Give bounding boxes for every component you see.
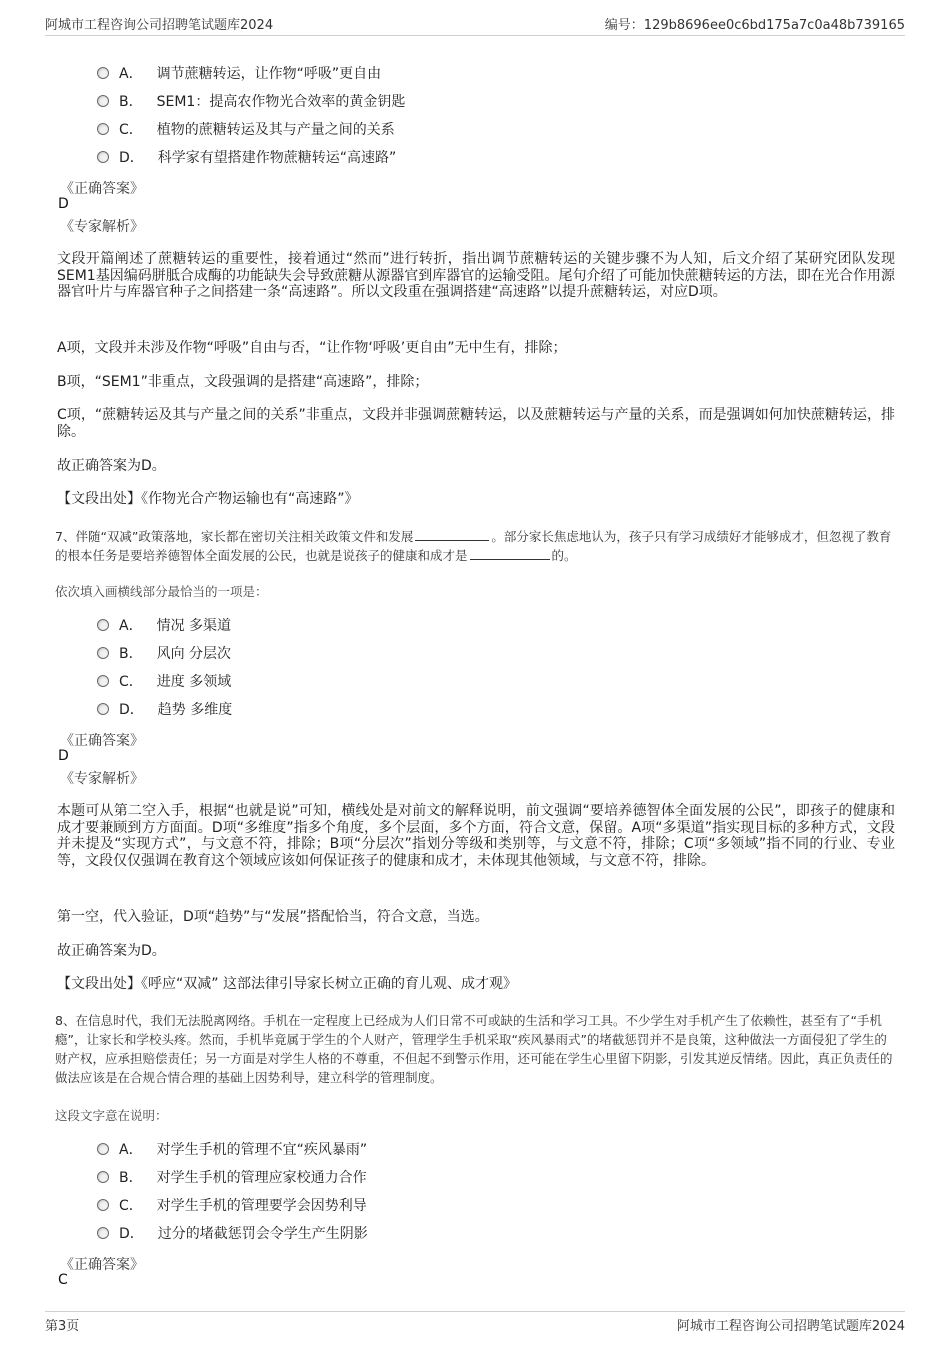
q7-prompt: 依次填入画横线部分最恰当的一项是： (55, 584, 268, 599)
radio-icon[interactable] (97, 123, 109, 135)
radio-icon[interactable] (97, 1171, 109, 1183)
q6-answer-value: D (58, 196, 69, 212)
q7-analysis-p1: 本题可从第二空入手，根据“也就是说”可知，横线处是对前文的解释说明，前文强调“要培养德智体全面发展的公民”，即孩子的健康和成才要兼顾到方方面面。D项“多维度”指多个角度，多个层面，多个方面，符合文意，保留。A项“多渠道”指实现目标的多种方式，文段并未提及“实现方式”，与文意不符，排除；B项“分层次”指划分等级和类别等，与文意不符，排除；C项“多领域”指不同的行业、专业等，文段仅仅强调在教育这个领域应该如何保证孩子的健康和成才，未体现其他领域，与文意不符，排除。 (57, 803, 895, 869)
answer-blank (415, 529, 489, 541)
q8-prompt: 这段文字意在说明： (55, 1108, 168, 1123)
header-code: 编号：129b8696ee0c6bd175a7c0a48b739165 (604, 18, 905, 33)
q8-answer-label: 《正确答案》 (60, 1257, 144, 1273)
q7-options (97, 611, 877, 723)
radio-icon[interactable] (97, 151, 109, 163)
q6-analysis-p5: 故正确答案为D。 (57, 458, 166, 474)
q7-option-c[interactable]: C． 进度 多领域 (97, 667, 877, 695)
q7-analysis-p2: 第一空，代入验证，D项“趋势”与“发展”搭配恰当，符合文意，当选。 (57, 909, 489, 925)
q6-analysis-p1: 文段开篇阐述了蔗糖转运的重要性，接着通过“然而”进行转折，指出调节蔗糖转运的关键步骤不为人知，后文介绍了某研究团队发现SEM1基因编码胼胝合成酶的功能缺失会导致蔗糖从源器官到库器官的运输受阻。尾句介绍了可能加快蔗糖转运的方法，即在光合作用源器官叶片与库器官种子之间搭建一条“高速路”。所以文段重在强调搭建“高速路”以提升蔗糖转运，对应D项。 (57, 251, 895, 300)
radio-icon[interactable] (97, 67, 109, 79)
radio-icon[interactable] (97, 1199, 109, 1211)
source-title: 《呼应“双减” 这部法律引导家长树立正确的育儿观、成才观》 (141, 976, 517, 992)
q6-option-d[interactable]: D． 科学家有望搭建作物蔗糖转运“高速路” (97, 143, 877, 171)
footer-page-number: 第3页 (45, 1319, 80, 1334)
q6-option-c[interactable]: C． 植物的蔗糖转运及其与产量之间的关系 (97, 115, 877, 143)
q8-option-b[interactable]: B． 对学生手机的管理应家校通力合作 (97, 1163, 877, 1191)
q6-answer-label: 《正确答案》 (60, 181, 144, 197)
q7-stem: 7、伴随“双减”政策落地，家长都在密切关注相关政策文件和发展 。部分家长焦虑地认为，孩子只有学习成绩好才能够成才，但忽视了教育的根本任务是要培养德智体全面发展的公民，也就是说孩子的健康和成才是 的。 (55, 529, 892, 563)
q6-option-a[interactable]: A． 调节蔗糖转运，让作物“呼吸”更自由 (97, 59, 877, 87)
source-title: 《作物光合产物运输也有“高速路”》 (141, 491, 359, 507)
q8-answer-value: C (58, 1272, 68, 1288)
q8-stem: 8、在信息时代，我们无法脱离网络。手机在一定程度上已经成为人们日常不可或缺的生活和学习工具。不少学生对手机产生了依赖性，甚至有了“手机瘾”，让家长和学校头疼。然而，手机毕竟属于学生的个人财产，管理学生手机采取“疾风暴雨式”的堵截惩罚并不是良策，这种做法一方面侵犯了学生的财产权，应承担赔偿责任；另一方面是对学生人格的不尊重，不但起不到警示作用，还可能在学生心里留下阴影，引发其逆反情绪。因此，真正负责任的做法应该是在合规合情合理的基础上因势利导，建立科学的管理制度。 (55, 1013, 893, 1085)
page-footer (45, 1311, 905, 1333)
q7-answer-value: D (58, 748, 69, 764)
radio-icon[interactable] (97, 703, 109, 715)
q8-option-a[interactable]: A． 对学生手机的管理不宜“疾风暴雨” (97, 1135, 877, 1163)
q7-option-a[interactable]: A． 情况 多渠道 (97, 611, 877, 639)
q6-option-b[interactable]: B． SEM1：提高农作物光合效率的黄金钥匙 (97, 87, 877, 115)
radio-icon[interactable] (97, 1143, 109, 1155)
q8-options (97, 1135, 877, 1247)
radio-icon[interactable] (97, 647, 109, 659)
radio-icon[interactable] (97, 619, 109, 631)
q6-analysis-label: 《专家解析》 (60, 219, 144, 235)
source-prefix: 【文段出处】 (57, 491, 141, 507)
radio-icon[interactable] (97, 675, 109, 687)
q7-source (57, 976, 895, 993)
q7-analysis-p3: 故正确答案为D。 (57, 943, 166, 959)
q7-option-d[interactable]: D． 趋势 多维度 (97, 695, 877, 723)
page-header (45, 14, 905, 36)
radio-icon[interactable] (97, 95, 109, 107)
q6-analysis-p2: A项，文段并未涉及作物“呼吸”自由与否，“让作物‘呼吸’更自由”无中生有，排除； (57, 340, 567, 356)
source-prefix: 【文段出处】 (57, 976, 141, 992)
q6-options (97, 59, 877, 171)
q7-answer-label: 《正确答案》 (60, 733, 144, 749)
footer-title: 阿城市工程咨询公司招聘笔试题库2024 (676, 1319, 905, 1334)
answer-blank (470, 548, 550, 560)
radio-icon[interactable] (97, 1227, 109, 1239)
q8-option-d[interactable]: D． 过分的堵截惩罚会令学生产生阴影 (97, 1219, 877, 1247)
q7-analysis-label: 《专家解析》 (60, 771, 144, 787)
q7-option-b[interactable]: B． 风向 分层次 (97, 639, 877, 667)
q6-analysis-p4: C项，“蔗糖转运及其与产量之间的关系”非重点，文段并非强调蔗糖转运，以及蔗糖转运与产量的关系，而是强调如何加快蔗糖转运，排除。 (57, 407, 895, 440)
header-title: 阿城市工程咨询公司招聘笔试题库2024 (45, 18, 274, 33)
q8-option-c[interactable]: C． 对学生手机的管理要学会因势利导 (97, 1191, 877, 1219)
q6-analysis-p3: B项，“SEM1”非重点，文段强调的是搭建“高速路”，排除； (57, 374, 429, 390)
q6-source (57, 491, 895, 508)
